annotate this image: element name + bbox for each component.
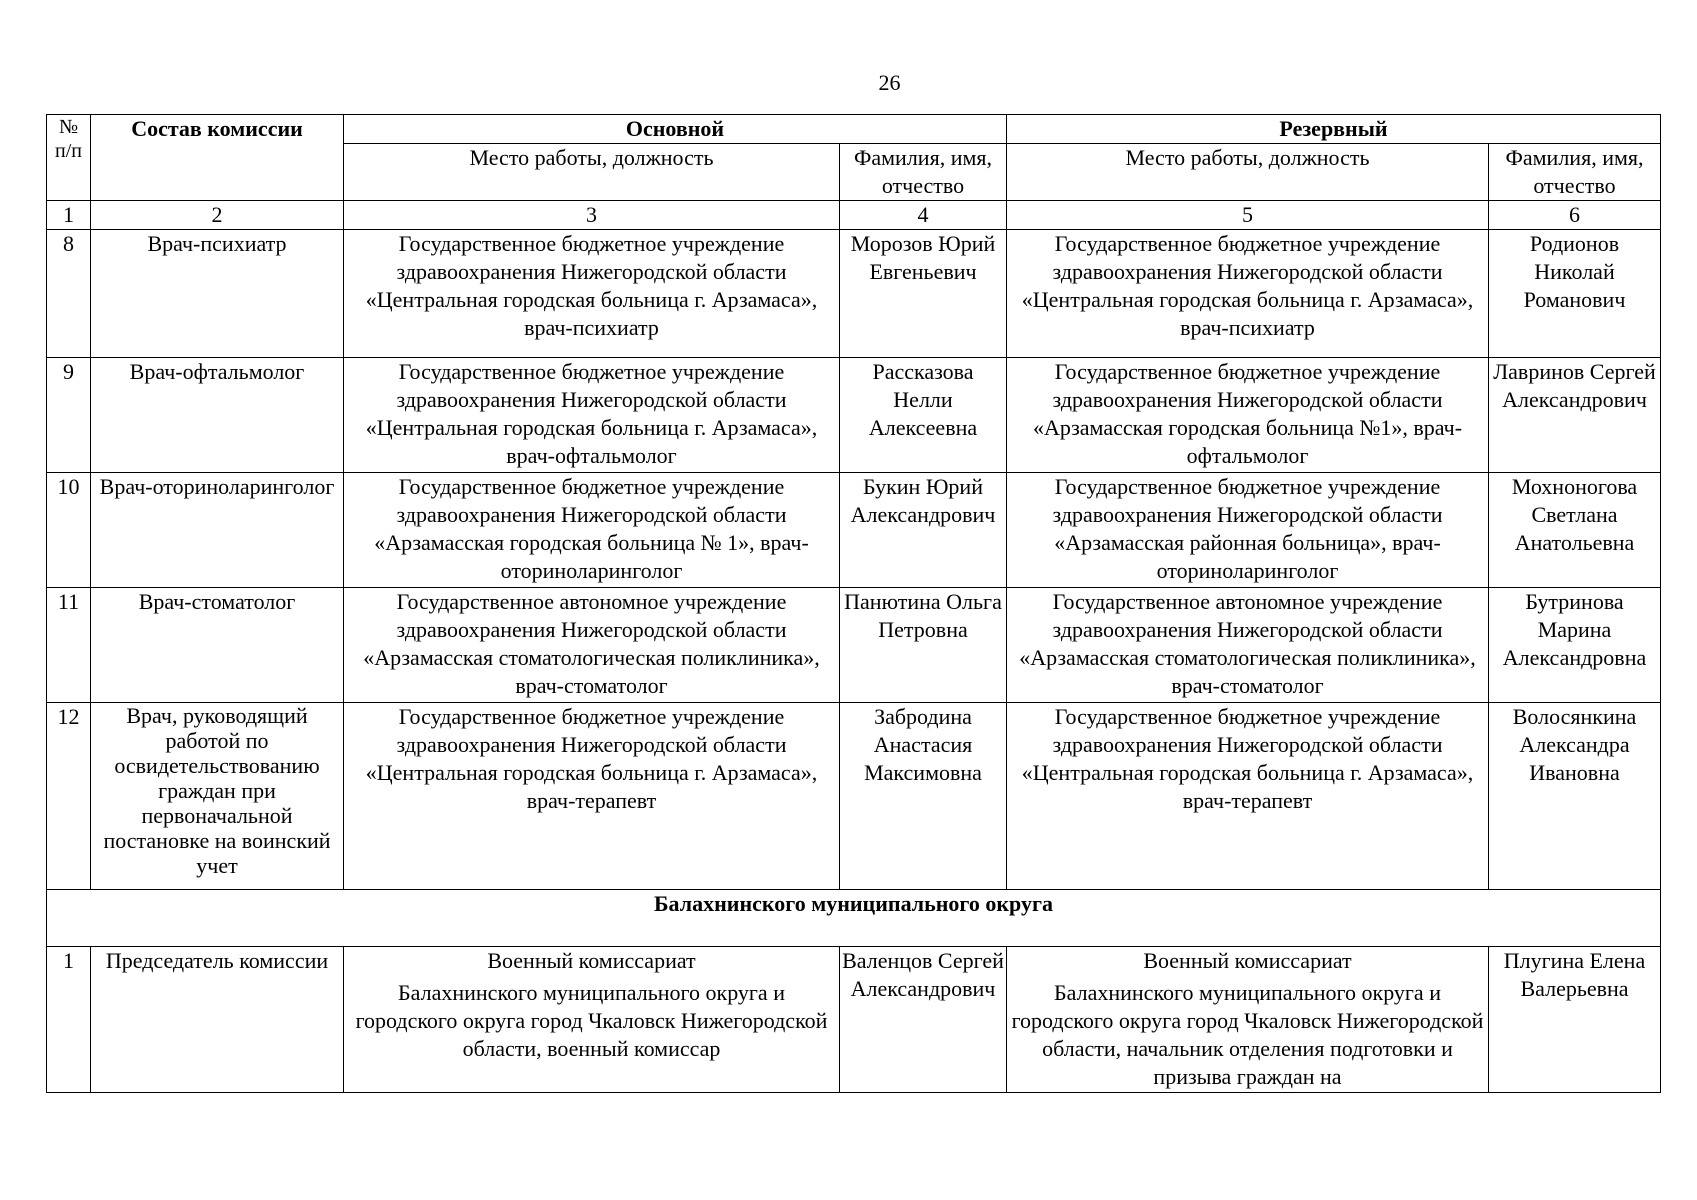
header-main-workplace: Место работы, должность: [344, 144, 840, 201]
row-number: 12: [47, 703, 91, 890]
column-number: 6: [1489, 201, 1661, 230]
header-num: № п/п: [47, 115, 91, 201]
row-reserve-workplace: [1007, 947, 1489, 1093]
row-main-fio: Рассказова Нелли Алексеевна: [840, 358, 1007, 473]
row-reserve-fio: Плугина Елена Валерьевна: [1489, 947, 1661, 1093]
row-main-fio: Валенцов Сергей Александрович: [840, 947, 1007, 1093]
row-main-workplace: Государственное бюджетное учреждение здравоохранения Нижегородской области «Центральная городская больница г. Арзамаса», врач-психиатр: [344, 230, 840, 358]
row-main-workplace-rest: Балахнинского муниципального округа и городского округа город Чкаловск Нижегородской области, военный комиссар: [355, 980, 828, 1061]
table-row: [47, 473, 1661, 588]
column-number: 2: [91, 201, 344, 230]
row-reserve-workplace-rest: Балахнинского муниципального округа и городского округа город Чкаловск Нижегородской области, начальник отделения подготовки и призыва граждан на: [1011, 980, 1484, 1089]
column-number-row: [47, 201, 1661, 230]
row-reserve-fio: Родионов Николай Романович: [1489, 230, 1661, 358]
header-row-groups: [47, 115, 1661, 144]
header-reserve-group: Резервный: [1007, 115, 1661, 144]
table-row: [47, 703, 1661, 890]
row-role: Врач-стоматолог: [91, 588, 344, 703]
row-reserve-workplace: Государственное автономное учреждение здравоохранения Нижегородской области «Арзамасская стоматологическая поликлиника», врач-стоматолог: [1007, 588, 1489, 703]
column-number: 5: [1007, 201, 1489, 230]
row-number: 9: [47, 358, 91, 473]
header-main-fio: Фамилия, имя, отчество: [840, 144, 1007, 201]
row-role: Врач-офтальмолог: [91, 358, 344, 473]
row-role: Врач-психиатр: [91, 230, 344, 358]
commission-table: [46, 114, 1661, 1093]
row-number: 10: [47, 473, 91, 588]
row-reserve-workplace: Государственное бюджетное учреждение здравоохранения Нижегородской области «Центральная городская больница г. Арзамаса», врач-терапевт: [1007, 703, 1489, 890]
row-main-workplace: Государственное бюджетное учреждение здравоохранения Нижегородской области «Центральная городская больница г. Арзамаса», врач-офтальмолог: [344, 358, 840, 473]
section-title: Балахнинского муниципального округа: [47, 890, 1661, 947]
table-row: [47, 947, 1661, 1093]
row-main-workplace: [344, 947, 840, 1093]
header-main-group: Основной: [344, 115, 1007, 144]
row-number: 8: [47, 230, 91, 358]
row-main-fio: Морозов Юрий Евгеньевич: [840, 230, 1007, 358]
row-role: Врач-оториноларинголог: [91, 473, 344, 588]
table-row: [47, 358, 1661, 473]
column-number: 1: [47, 201, 91, 230]
row-reserve-workplace: Государственное бюджетное учреждение здравоохранения Нижегородской области «Арзамасская городская больница №1», врач-офтальмолог: [1007, 358, 1489, 473]
row-reserve-workplace: Государственное бюджетное учреждение здравоохранения Нижегородской области «Центральная городская больница г. Арзамаса», врач-психиатр: [1007, 230, 1489, 358]
row-reserve-fio: Мохноногова Светлана Анатольевна: [1489, 473, 1661, 588]
header-composition: Состав комиссии: [91, 115, 344, 201]
row-role: Председатель комиссии: [91, 947, 344, 1093]
table-row: [47, 588, 1661, 703]
row-reserve-workplace: Государственное бюджетное учреждение здравоохранения Нижегородской области «Арзамасская районная больница», врач-оториноларинголог: [1007, 473, 1489, 588]
header-reserve-fio: Фамилия, имя, отчество: [1489, 144, 1661, 201]
row-main-fio: Панютина Ольга Петровна: [840, 588, 1007, 703]
row-role: Врач, руководящий работой по освидетельствованию граждан при первоначальной постановке на воинский учет: [91, 703, 344, 890]
table-row: [47, 230, 1661, 358]
row-reserve-fio: Бутринова Марина Александровна: [1489, 588, 1661, 703]
row-number: 1: [47, 947, 91, 1093]
column-number: 4: [840, 201, 1007, 230]
row-main-workplace: Государственное автономное учреждение здравоохранения Нижегородской области «Арзамасская стоматологическая поликлиника», врач-стоматолог: [344, 588, 840, 703]
row-reserve-fio: Лавринов Сергей Александрович: [1489, 358, 1661, 473]
row-main-workplace-line1: Военный комиссариат: [487, 948, 696, 973]
row-main-workplace: Государственное бюджетное учреждение здравоохранения Нижегородской области «Центральная городская больница г. Арзамаса», врач-терапевт: [344, 703, 840, 890]
row-main-workplace: Государственное бюджетное учреждение здравоохранения Нижегородской области «Арзамасская городская больница № 1», врач-оториноларинголог: [344, 473, 840, 588]
row-reserve-fio: Волосянкина Александра Ивановна: [1489, 703, 1661, 890]
row-number: 11: [47, 588, 91, 703]
row-reserve-workplace-line1: Военный комиссариат: [1143, 948, 1352, 973]
section-row: [47, 890, 1661, 947]
row-main-fio: Забродина Анастасия Максимовна: [840, 703, 1007, 890]
page-number: 26: [878, 70, 901, 95]
column-number: 3: [344, 201, 840, 230]
row-main-fio: Букин Юрий Александрович: [840, 473, 1007, 588]
header-reserve-workplace: Место работы, должность: [1007, 144, 1489, 201]
